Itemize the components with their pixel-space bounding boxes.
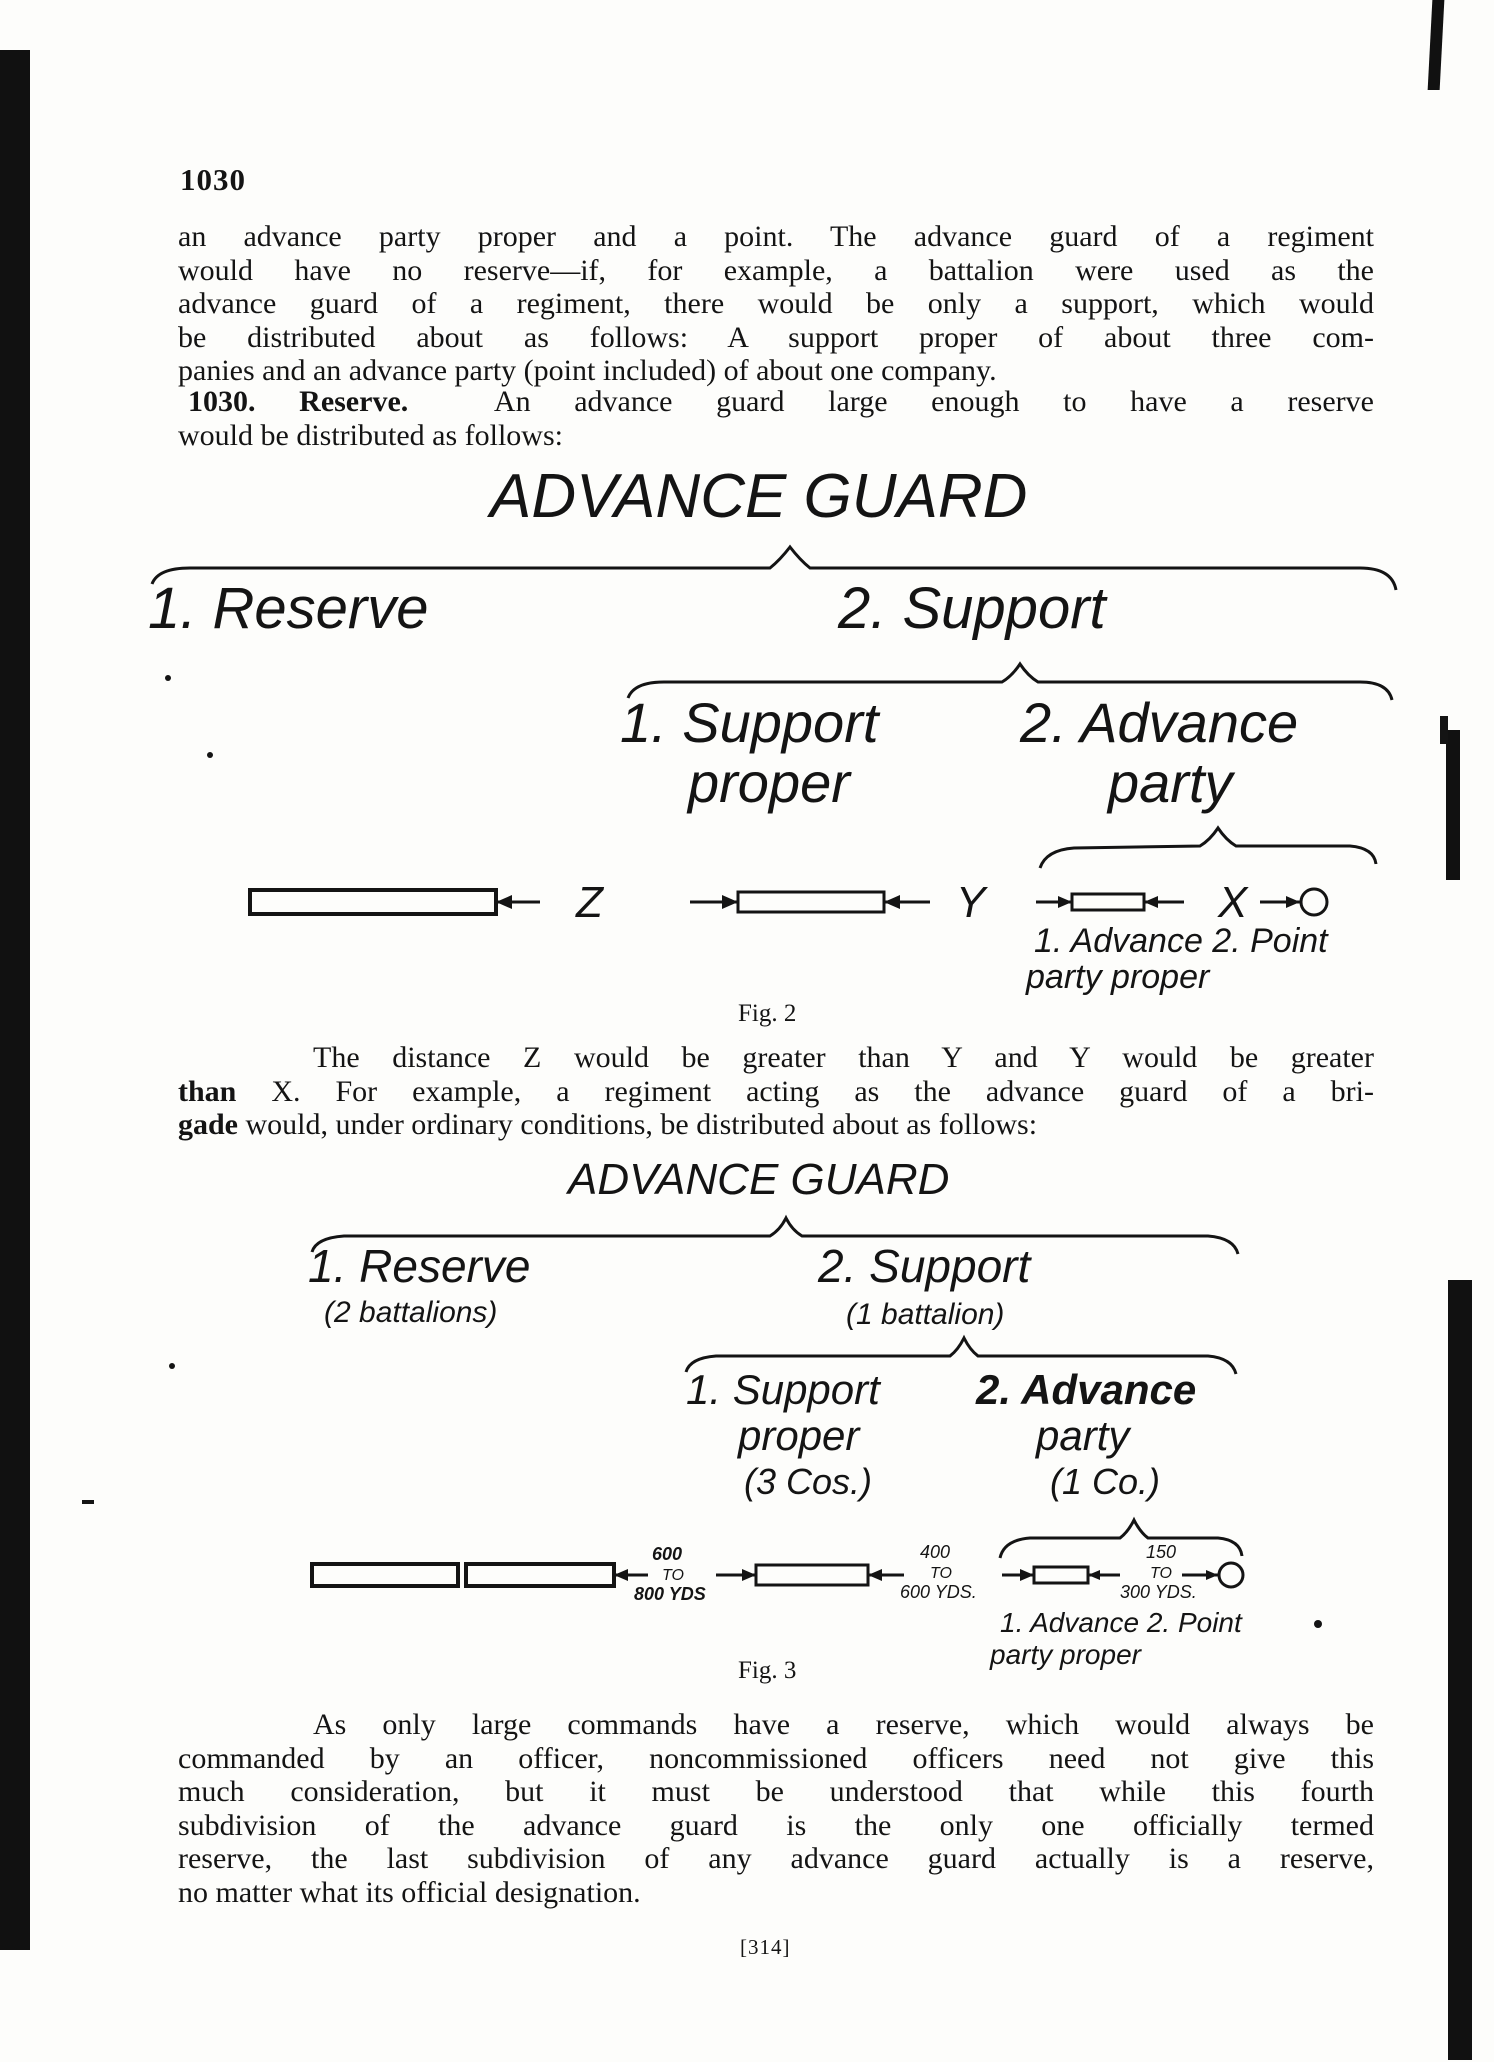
text-line: would have no reserve—if, for example, a battalion were used as the [178, 253, 1374, 287]
text-line: panies and an advance party (point included) of about one company. [178, 354, 997, 387]
arrowhead [884, 895, 900, 909]
fig3-dist1-c: 800 YDS [634, 1584, 706, 1604]
text-line: As only large commands have a reserve, which would always be [313, 1708, 1374, 1741]
fig3-dist3-b: TO [1150, 1565, 1172, 1582]
text-line: much consideration, but it must be understood that while this fourth [178, 1775, 1374, 1808]
arrowhead [1020, 1569, 1034, 1581]
text-line: The distance Z would be greater than Y and Y would be greater [313, 1041, 1374, 1074]
fig2-advance-party-line2: party [1108, 751, 1233, 814]
text-line: be distributed about as follows: A support proper of about three com- [178, 320, 1374, 354]
between-paragraph [178, 1041, 1374, 1142]
fig2-support-label: 2. Support [838, 576, 1106, 641]
fig3-advance-party-line1: 2. Advance [976, 1366, 1197, 1413]
text-line: advance guard of a regiment, there would be only a support, which would [178, 287, 1374, 320]
arrowhead [614, 1569, 628, 1581]
fig3-reserve-rect-2 [466, 1564, 614, 1586]
bold-word: than [178, 1074, 237, 1108]
speck [1440, 716, 1448, 744]
arrowhead [742, 1569, 756, 1581]
speck [165, 675, 171, 681]
arrowhead [496, 895, 512, 909]
fig3-support-size: (1 battalion) [846, 1298, 1005, 1331]
fig3-sub-label-2: party proper [990, 1639, 1141, 1670]
fig2-title: ADVANCE GUARD [490, 462, 1028, 531]
speck [82, 1500, 94, 1504]
arrowhead [1088, 1570, 1100, 1580]
fig3-support-proper-line1: 1. Support [686, 1366, 880, 1413]
arrowhead [1206, 1570, 1218, 1580]
text-line: reserve, the last subdivision of any advance guard actually is a reserve, [178, 1842, 1374, 1875]
fig3-dist3-c: 300 YDS. [1120, 1582, 1197, 1602]
fig2-support-proper-line2: proper [688, 751, 850, 814]
section-text: An advance guard large enough to have a reserve [493, 385, 1374, 418]
closing-paragraph [178, 1708, 1374, 1909]
figure-3 [308, 1155, 1243, 1670]
fig3-reserve-rect-1 [312, 1564, 458, 1586]
bold-word: gade [178, 1108, 238, 1141]
page-number: 1030 [180, 162, 246, 197]
arrowhead [1286, 896, 1300, 908]
fig3-advance-party-size: (1 Co.) [1050, 1461, 1161, 1502]
figure-2 [148, 462, 1396, 996]
fig2-point-circle [1301, 889, 1327, 915]
fig3-support-proper-line2: proper [738, 1412, 860, 1459]
fig3-advance-party-brace [1000, 1520, 1242, 1558]
fig3-sub-label-1: 1. Advance 2. Point [1000, 1607, 1242, 1638]
text-line: an advance party proper and a point. The advance guard of a regiment [178, 220, 1374, 253]
text-line: than X. For example, a regiment acting as the advance guard of a bri- [178, 1074, 1374, 1108]
arrowhead [1144, 896, 1158, 908]
arrowhead [722, 895, 738, 909]
speck [207, 752, 213, 758]
fig2-support-proper-line1: 1. Support [620, 691, 879, 754]
fig2-sub-label-2: party proper [1026, 958, 1210, 996]
fig3-title: ADVANCE GUARD [568, 1155, 950, 1204]
fig2-reserve-rect [250, 890, 496, 914]
fig2-support-proper-rect [738, 892, 884, 912]
fig2-distance-y: Y [956, 878, 986, 927]
fig3-dist2-b: TO [930, 1565, 952, 1582]
section-title: Reserve. [299, 385, 409, 418]
fig2-advance-party-brace [1040, 828, 1376, 868]
fig3-dist3-a: 150 [1146, 1542, 1177, 1562]
fig2-distance-z: Z [576, 878, 603, 927]
text-line: commanded by an officer, noncommissioned officers need not give this [178, 1741, 1374, 1775]
fig3-support-proper-rect [756, 1565, 868, 1585]
text-line: would be distributed as follows: [178, 418, 563, 452]
fig2-caption: Fig. 2 [738, 1000, 797, 1027]
arrowhead [1058, 896, 1072, 908]
arrowhead [868, 1569, 882, 1581]
text-line: subdivision of the advance guard is the only one officially termed [178, 1808, 1374, 1842]
fig3-support-proper-size: (3 Cos.) [744, 1461, 873, 1502]
fig3-dist1-a: 600 [652, 1544, 683, 1564]
fig3-reserve-size: (2 battalions) [324, 1296, 498, 1329]
fig3-dist1-b: TO [662, 1567, 684, 1584]
fig3-caption: Fig. 3 [738, 1657, 797, 1684]
fig3-support-label: 2. Support [818, 1240, 1031, 1292]
speck [1314, 1620, 1322, 1628]
fig3-reserve-label: 1. Reserve [308, 1240, 531, 1292]
fig3-advance-party-proper-rect [1034, 1567, 1088, 1583]
fig3-dist2-a: 400 [920, 1542, 951, 1562]
page-footer-number: [314] [740, 1935, 791, 1959]
text-line: no matter what its official designation. [178, 1875, 641, 1909]
text-line: gade would, under ordinary conditions, be distributed about as follows: [178, 1108, 1038, 1141]
fig2-reserve-label: 1. Reserve [148, 576, 429, 641]
fig2-sub-label-1: 1. Advance 2. Point [1034, 922, 1328, 960]
fig3-advance-party-line2: party [1036, 1412, 1130, 1459]
speck [169, 1363, 175, 1369]
fig3-dist2-c: 600 YDS. [900, 1582, 977, 1602]
fig2-distance-x: X [1218, 878, 1248, 927]
fig2-advance-party-line1: 2. Advance [1020, 691, 1299, 754]
fig3-point-circle [1219, 1563, 1243, 1587]
section-number: 1030. [188, 385, 256, 418]
fig2-advance-party-proper-rect [1072, 894, 1144, 910]
